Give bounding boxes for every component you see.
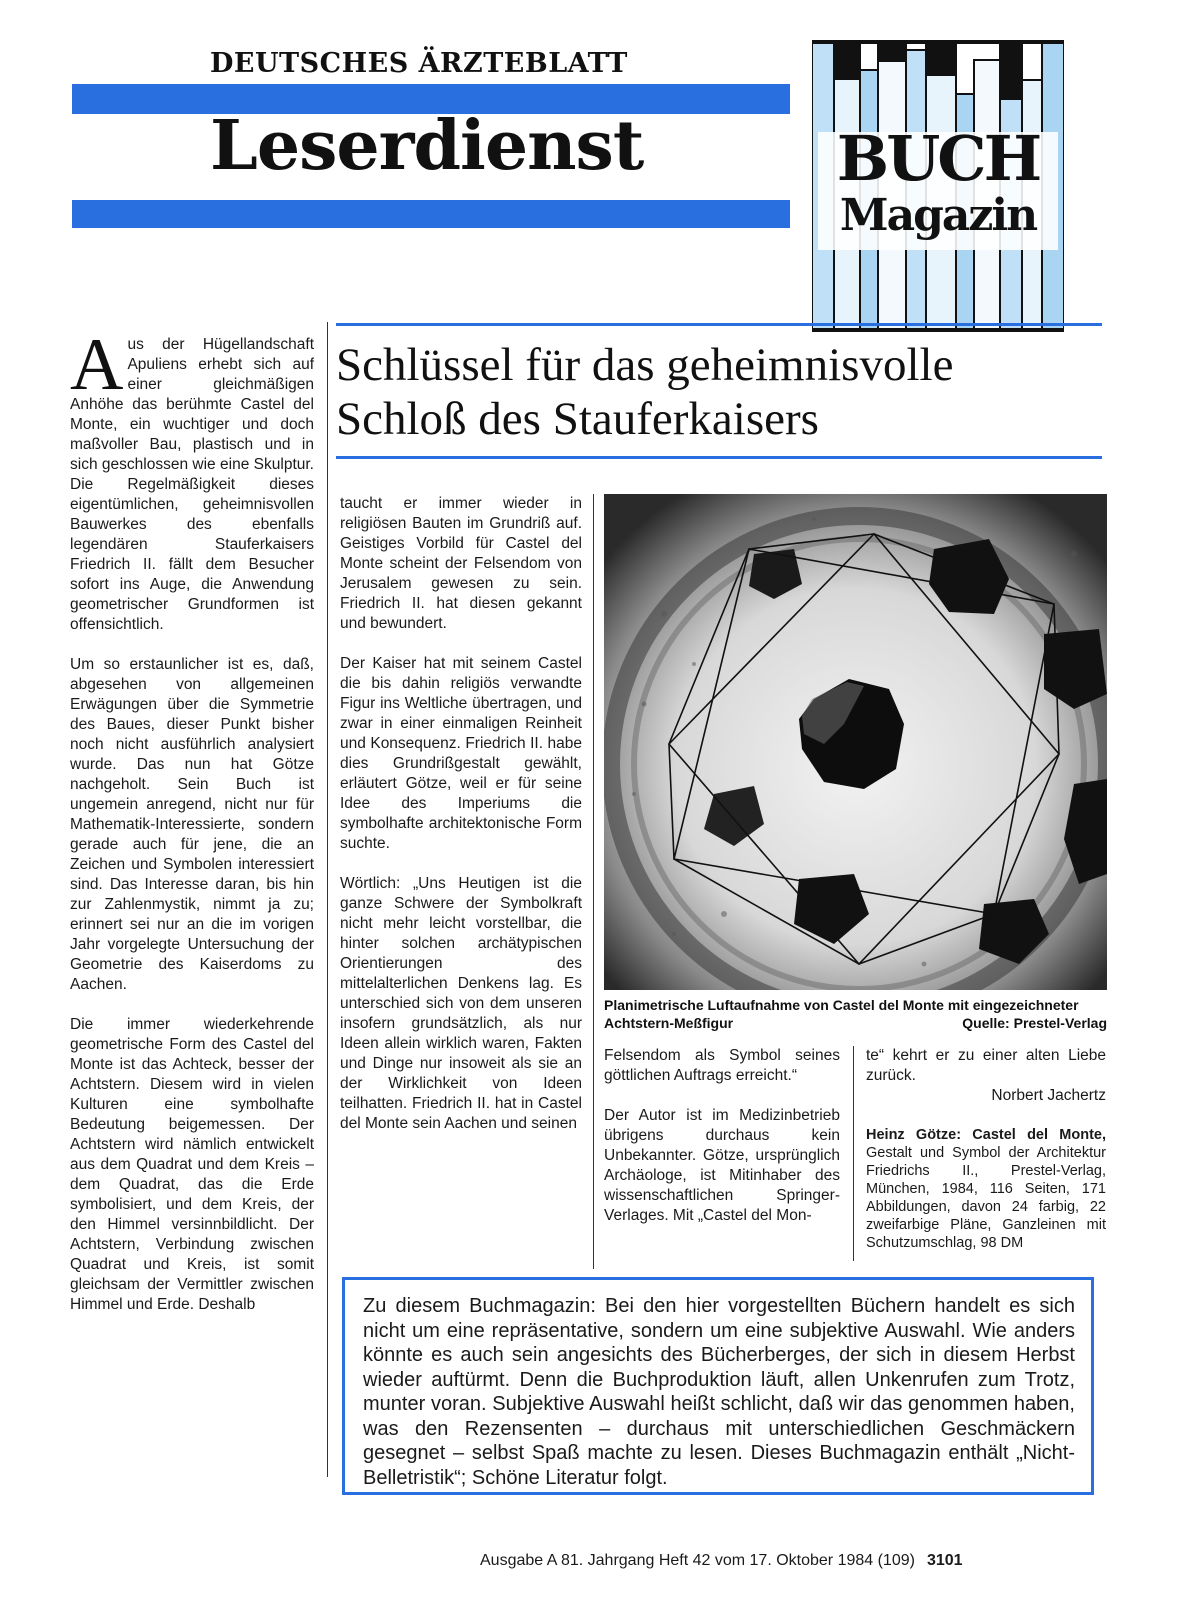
header-band-bottom	[72, 200, 790, 228]
caption-text: Planimetrische Luftaufnahme von Castel del Monte mit eingezeichneter Achtstern-Meßfigur	[604, 997, 1079, 1031]
article-column-4	[866, 1046, 1106, 1252]
editorial-note-text: Zu diesem Buchmagazin: Bei den hier vorgestellten Büchern handelt es sich nicht um eine repräsentative, sondern um eine subjektive Auswahl. Wie anders könnte es auch sein angesichts des Bücherberges, der sich in diesem Herbst wieder auftürmt. Denn die Buchproduktion läuft, allen Unkenrufen zum Trotz, munter voran. Subjektive Auswahl heißt schlicht, daß wir das genommen haben, was den Rezensenten – durchaus mit unterschiedlichen Geschmäckern gesegnet – selbst Spaß machte zu lesen. Dieses Buchmagazin enthält „Nicht-Belletristik“; Schöne Literatur folgt.	[363, 1295, 1075, 1489]
author-name: Norbert Jachertz	[991, 1087, 1106, 1104]
issue-info: Ausgabe A 81. Jahrgang Heft 42 vom 17. Oktober 1984 (109)	[480, 1552, 915, 1569]
paragraph: Der Autor ist im Medizinbetrieb übrigens durchaus kein Unbekannter. Götze, ursprünglich Archäologe, ist Mitinhaber des wissenschaftlichen Springer-Verlages. Mit „Castel del Mon-	[604, 1107, 840, 1224]
headline-rule-bottom	[336, 456, 1102, 459]
paragraph-text: us der Hügellandschaft Apuliens erhebt sich auf einer gleichmäßigen Anhöhe das berühmte Castel del Monte, ein wuchtiger und doch maßvoller Bau, plastisch und in sich geschlossen wie eine Skulptur. Die Regelmäßigkeit dieses eigentümlichen, geheimnisvollen Bauwerkes des ebenfalls legendären Stauferkaisers Friedrich II. fällt dem Besucher sofort ins Auge, die Anwendung geometrischer Grundformen ist offensichtlich.	[70, 336, 314, 633]
book-reference	[866, 1126, 1106, 1252]
page-footer	[480, 1552, 963, 1570]
article-column-1	[70, 324, 314, 1315]
section-title: Leserdienst	[210, 106, 644, 186]
paragraph: te“ kehrt er zu einer alten Liebe zurück.	[866, 1047, 1106, 1084]
editorial-note-box	[342, 1277, 1094, 1495]
paragraph: Wörtlich: „Uns Heutigen ist die ganze Schwere der Symbolkraft nicht mehr leicht vorstellbar, die hinter solchen archätypischen Orientierungen des mittelalterlichen Denkens lag. Es unterschied sich von dem unseren insofern grundsätzlich, als nur Ideen allein wirklich waren, Fakten und Dinge nur insoweit als sie an der Wirklichkeit von Ideen teilhatten. Friedrich II. hat in Castel del Monte sein Aachen und seinen	[340, 875, 582, 1132]
book-title: Heinz Götze: Castel del Monte,	[866, 1127, 1106, 1143]
headline-rule-top	[336, 323, 1102, 326]
article-column-2	[340, 494, 582, 1134]
paragraph: taucht er immer wieder in religiösen Bauten im Grundriß auf. Geistiges Vorbild für Castel del Monte scheint der Felsendom von Jerusalem gewesen zu sein. Friedrich II. hat diesen gekannt und bewundert.	[340, 495, 582, 632]
logo-word-magazin: Magazin	[839, 190, 1037, 241]
paragraph: Die immer wiederkehrende geometrische Form des Castel del Monte ist das Achteck, besser der Achtstern. Diesem wird in vielen Kulturen eine symbolhafte Bedeutung beigemessen. Der Achtstern wird nämlich entwickelt aus dem Quadrat und dem Kreis – dem Quadrat, das die Erde symbolisiert, und dem Kreis, der den Himmel versinnbildlicht. Der Achtstern, Verbindung zwischen Quadrat und Kreis, ist somit gleichsam der Vermittler zwischen Himmel und Erde. Deshalb	[70, 1016, 314, 1313]
column-separator-1	[327, 322, 328, 1477]
page-number: 3101	[926, 1552, 963, 1569]
column-separator-3	[853, 1046, 854, 1261]
photo-caption	[604, 996, 1107, 1032]
paragraph: Der Kaiser hat mit seinem Castel die bis dahin religiös verwandte Figur ins Weltliche übertragen, und zwar in einer einmaligen Reinheit und Konsequenz. Friedrich II. habe dies Grundrißgestalt gewählt, erläutert Götze, weil er für seine Idee des Imperiums die symbolhafte architektonische Form suchte.	[340, 655, 582, 852]
journal-name: DEUTSCHES ÄRZTEBLATT	[210, 48, 628, 79]
aerial-photo-castel-del-monte	[604, 494, 1107, 990]
book-details: Gestalt und Symbol der Architektur Friedrichs II., Prestel-Verlag, München, 1984, 116 Seiten, 171 Abbildungen, davon 24 farbig, 22 zweifarbige Pläne, Ganzleinen mit Schutzumschlag, 98 DM	[866, 1145, 1106, 1251]
article-headline	[336, 338, 1102, 446]
paragraph: Felsendom als Symbol seines göttlichen Auftrags erreicht.“	[604, 1047, 840, 1084]
headline-line-2: Schloß des Stauferkaisers	[336, 393, 819, 445]
paragraph	[70, 324, 314, 635]
logo-word-buch: BUCH	[836, 122, 1040, 195]
headline-line-1: Schlüssel für das geheimnisvolle	[336, 339, 954, 391]
column-separator-2	[593, 494, 594, 1269]
paragraph: Um so erstaunlicher ist es, daß, abgesehen von allgemeinen Erwägungen über die Symmetrie des Baues, dieser Punkt bisher noch nicht ausführlich analysiert wurde. Das nun hat Götze nachgeholt. Sein Buch ist ungemein anregend, nicht nur für Mathematik-Interessierte, sondern gerade auch für jene, die an Zeichen und Symbolen interessiert sind. Das Interesse daran, bis hin zur Zahlenmystik, nimmt ja zu; erinnert sei nur an die im vorigen Jahr vorgelegte Untersuchung der Geometrie des Kaiserdoms zu Aachen.	[70, 656, 314, 993]
photo-source: Quelle: Prestel-Verlag	[962, 1015, 1107, 1031]
article-column-3	[604, 1046, 840, 1226]
drop-cap: A	[70, 324, 124, 406]
